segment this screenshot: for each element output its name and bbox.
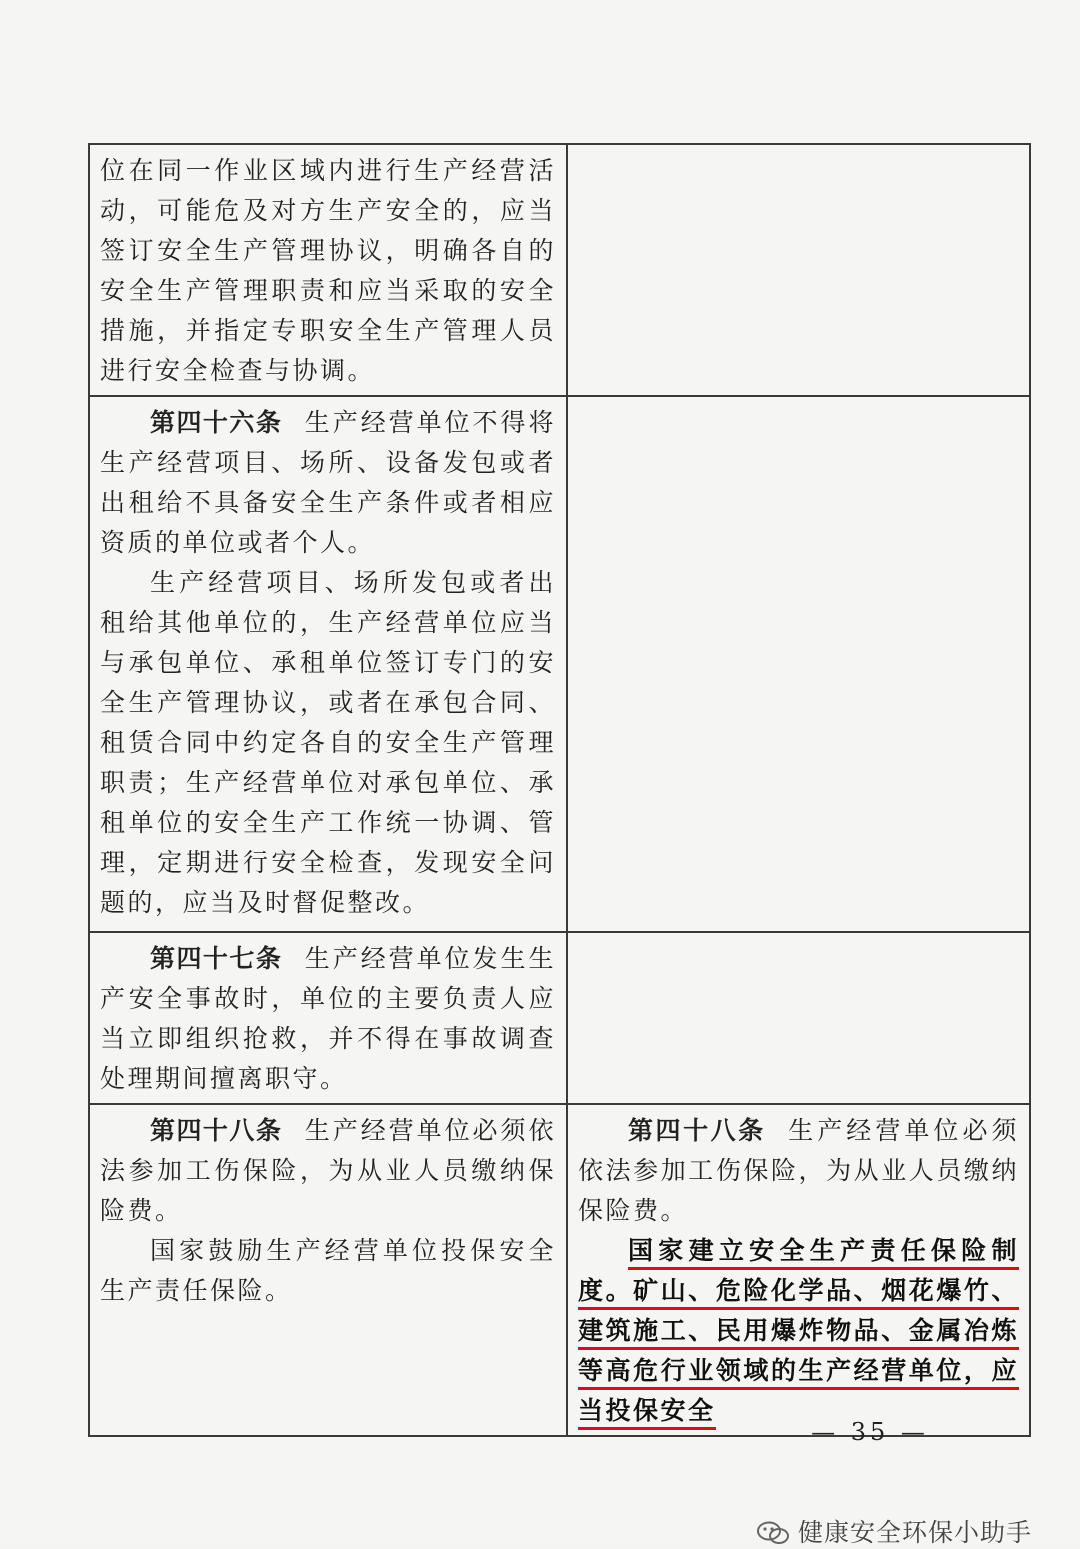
table-row — [89, 1104, 1030, 1436]
article-text: 生产经营单位必须依法参加工伤保险，为从业人员缴纳保险费。 — [578, 1116, 1019, 1225]
comparison-table — [88, 143, 1031, 1437]
wechat-icon — [756, 1521, 790, 1545]
article-text: 生产经营单位必须依法参加工伤保险，为从业人员缴纳保险费。 — [100, 1116, 556, 1225]
article-number: 第四十六条 — [150, 408, 283, 437]
table-cell-old — [89, 932, 567, 1104]
paragraph — [578, 1111, 1019, 1231]
table-cell-old — [89, 1104, 567, 1436]
watermark-text: 健康安全环保小助手 — [798, 1518, 1033, 1547]
table-cell-old — [89, 144, 567, 396]
highlighted-new-text: 国家建立安全生产责任保险制度。矿山、危险化学品、烟花爆竹、建筑施工、民用爆炸物品、金属冶炼等高危行业领域的生产经营单位，应当投保安全 — [578, 1236, 1019, 1430]
table-cell-old — [89, 396, 567, 932]
table-cell-new — [567, 932, 1030, 1104]
paragraph — [100, 403, 556, 563]
article-number: 第四十八条 — [628, 1116, 766, 1145]
paragraph — [100, 939, 556, 1099]
article-text: 生产经营单位不得将生产经营项目、场所、设备发包或者出租给不具备安全生产条件或者相应资质的单位或者个人。 — [100, 408, 556, 557]
table-row — [89, 932, 1030, 1104]
page-number: — 35 — — [811, 1418, 929, 1446]
article-number: 第四十八条 — [150, 1116, 283, 1145]
paragraph — [100, 1111, 556, 1231]
watermark — [756, 1513, 1032, 1549]
article-number: 第四十七条 — [150, 944, 283, 973]
table-row — [89, 144, 1030, 396]
table-row — [89, 396, 1030, 932]
table-cell-new — [567, 396, 1030, 932]
paragraph: 位在同一作业区域内进行生产经营活动，可能危及对方生产安全的，应当签订安全生产管理协议，明确各自的安全生产管理职责和应当采取的安全措施，并指定专职安全生产管理人员进行安全检查与协调。 — [100, 156, 556, 385]
paragraph: 生产经营项目、场所发包或者出租给其他单位的，生产经营单位应当与承包单位、承租单位签订专门的安全生产管理协议，或者在承包合同、租赁合同中约定各自的安全生产管理职责；生产经营单位对承包单位、承租单位的安全生产工作统一协调、管理，定期进行安全检查，发现安全问题的，应当及时督促整改。 — [100, 568, 556, 917]
paragraph — [578, 1231, 1019, 1431]
paragraph: 国家鼓励生产经营单位投保安全生产责任保险。 — [100, 1236, 556, 1305]
table-cell-new — [567, 1104, 1030, 1436]
table-cell-new — [567, 144, 1030, 396]
article-text: 生产经营单位发生生产安全事故时，单位的主要负责人应当立即组织抢救，并不得在事故调查处理期间擅离职守。 — [100, 944, 556, 1093]
